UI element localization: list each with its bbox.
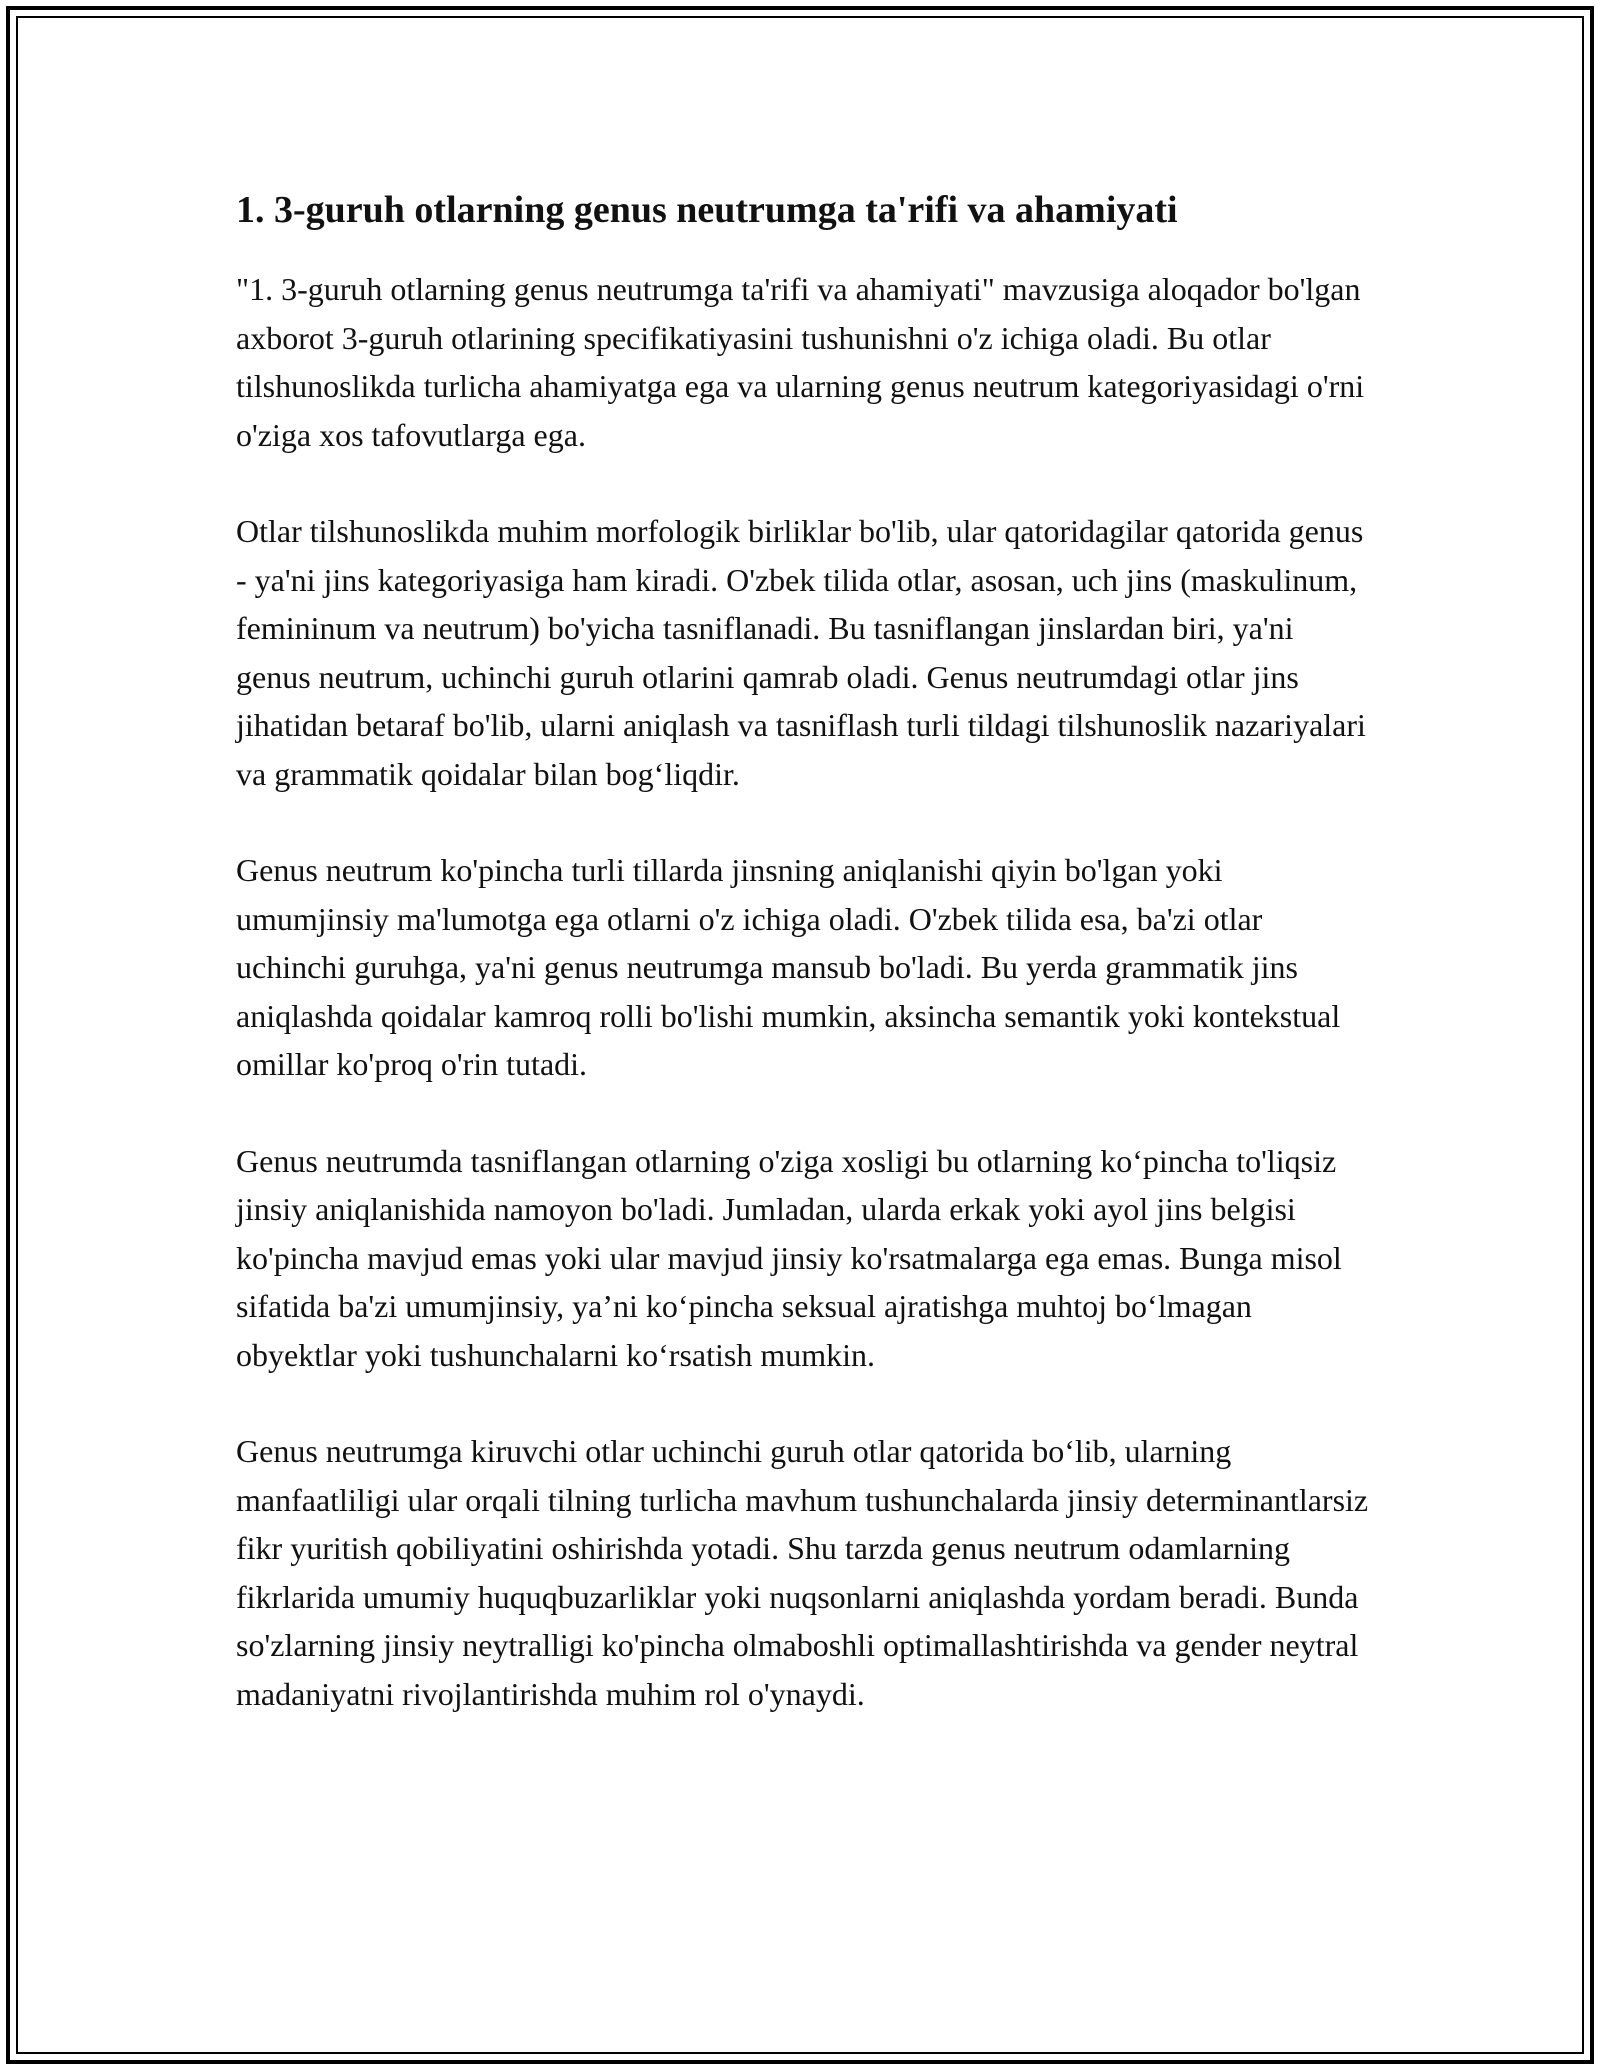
document-page [236, 186, 1376, 1718]
paragraph-4: Genus neutrumda tasniflangan otlarning o'ziga xosligi bu otlarning ko‘pincha to'liqsiz jinsiy aniqlanishida namoyon bo'ladi. Jumladan, ularda erkak yoki ayol jins belgisi ko'pincha mavjud emas yoki ular mavjud jinsiy ko'rsatmalarga ega emas. Bunga misol sifatida ba'zi umumjinsiy, ya’ni ko‘pincha seksual ajratishga muhtoj bo‘lmagan obyektlar yoki tushunchalarni ko‘rsatish mumkin. [236, 1142, 1342, 1373]
paragraph-1: "1. 3-guruh otlarning genus neutrumga ta'rifi va ahamiyati" mavzusiga aloqador bo'lgan axborot 3-guruh otlarining specifikatiyasini tushunishni o'z ichiga oladi. Bu otlar tilshunoslikda turlicha ahamiyatga ega va ularning genus neutrum kategoriyasidagi o'rni o'ziga xos tafovutlarga ega. [236, 271, 1365, 453]
document-title: 1. 3-guruh otlarning genus neutrumga ta'rifi va ahamiyati [236, 189, 1178, 231]
paragraph-2: Otlar tilshunoslikda muhim morfologik birliklar bo'lib, ular qatoridagilar qatorida genus - ya'ni jins kategoriyasiga ham kiradi. O'zbek tilida otlar, asosan, uch jins (maskulinum, femininum va neutrum) bo'yicha tasniflanadi. Bu tasniflangan jinslardan biri, ya'ni genus neutrum, uchinchi guruh otlarini qamrab oladi. Genus neutrumdagi otlar jins jihatidan betaraf bo'lib, ularni aniqlash va tasniflash turli tildagi tilshunoslik nazariyalari va grammatik qoidalar bilan bog‘liqdir. [236, 513, 1366, 792]
paragraph-3: Genus neutrum ko'pincha turli tillarda jinsning aniqlanishi qiyin bo'lgan yoki umumjinsiy ma'lumotga ega otlarni o'z ichiga oladi. O'zbek tilida esa, ba'zi otlar uchinchi guruhga, ya'ni genus neutrumga mansub bo'ladi. Bu yerda grammatik jins aniqlashda qoidalar kamroq rolli bo'lishi mumkin, aksincha semantik yoki kontekstual omillar ko'proq o'rin tutadi. [236, 852, 1341, 1083]
paragraph-5: Genus neutrumga kiruvchi otlar uchinchi guruh otlar qatorida bo‘lib, ularning manfaatliligi ular orqali tilning turlicha mavhum tushunchalarda jinsiy determinantlarsiz fikr yuritish qobiliyatini oshirishda yotadi. Shu tarzda genus neutrum odamlarning fikrlarida umumiy huquqbuzarliklar yoki nuqsonlarni aniqlashda yordam beradi. Bunda so'zlarning jinsiy neytralligi ko'pincha olmaboshli optimallashtirishda va gender neytral madaniyatni rivojlantirishda muhim rol o'ynaydi. [236, 1433, 1369, 1712]
